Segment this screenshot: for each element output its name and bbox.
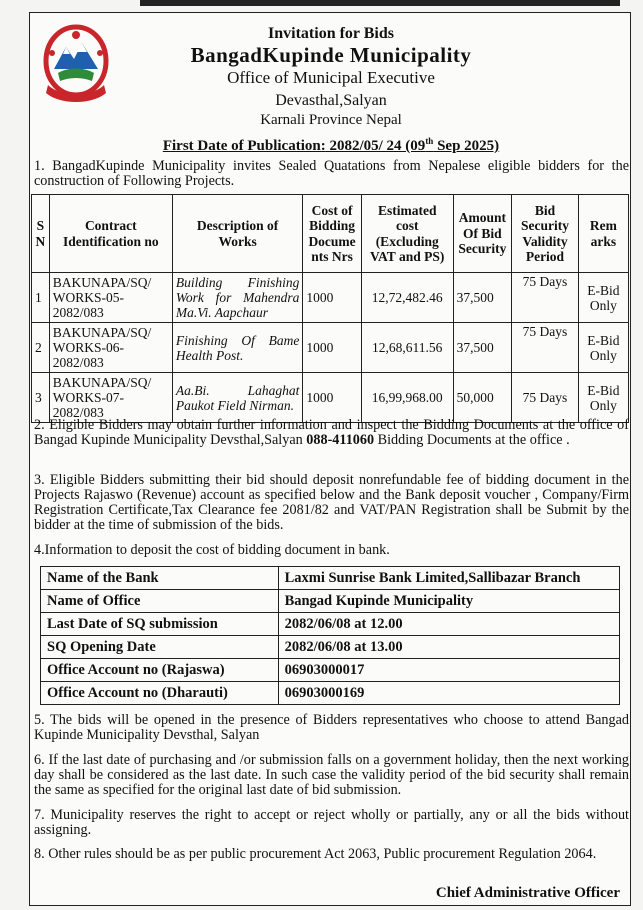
bank-label: Office Account no (Dharauti): [41, 682, 279, 705]
bank-label: Last Date of SQ submission: [41, 613, 279, 636]
paragraph-8: 8. Other rules should be as per public procurement Act 2063, Public procurement Regulation 2064.: [34, 846, 597, 862]
top-edge-strip: [140, 0, 620, 6]
header-contract-id-text: Contract Identification no: [62, 218, 159, 249]
table-row: [41, 590, 620, 613]
header-validity: [512, 195, 579, 273]
row-validity: 75 Days: [512, 373, 579, 423]
address-line-1: Devasthal,Salyan: [275, 92, 387, 109]
paragraph-5: 5. The bids will be opened in the presence of Bidders representatives who choose to attend Bangad Kupinde Municipality Devsthal, Salyan: [34, 712, 629, 743]
paragraph-2: [34, 418, 629, 448]
works-table-header-row: [32, 195, 629, 273]
row-security: 37,500: [453, 273, 511, 323]
office-name: Office of Municipal Executive: [227, 68, 435, 87]
municipality-name: BangadKupinde Municipality: [190, 43, 472, 67]
row-sn: 3: [32, 373, 50, 423]
header-description: [172, 195, 302, 273]
table-row: [41, 613, 620, 636]
table-row: [41, 567, 620, 590]
header-estimate: [361, 195, 453, 273]
paragraph-6: 6. If the last date of purchasing and /or submission falls on a government holiday, then the next working day shall be considered as the last date. In such case the validity period of the bid security shall remain the same as specified for the original last date of bid submission.: [34, 752, 629, 798]
table-row: [32, 373, 629, 423]
header-security: [453, 195, 511, 273]
header-sn-text: S N: [35, 218, 46, 249]
notice-frame: [29, 12, 631, 906]
row-remarks: E-Bid Only: [578, 373, 628, 423]
row-description: Aa.Bi. Lahaghat Paukot Field Nirman.: [172, 373, 302, 423]
bank-label: Office Account no (Rajaswa): [41, 659, 279, 682]
row-sn: 2: [32, 323, 50, 373]
notice-heading: Invitation for Bids: [268, 25, 394, 42]
paragraph-2-tail: Bidding Documents at the office .: [374, 432, 570, 448]
paragraph-2-text: 2. Eligible Bidders may obtain further information and inspect the Bidding Documents at the office of Bangad Kupinde Municipality Devsthal,Salyan: [34, 417, 629, 448]
paragraph-4: 4.Information to deposit the cost of bidding document in bank.: [34, 542, 390, 558]
row-contract-id: BAKUNAPA/SQ/ WORKS-06-2082/083: [49, 323, 172, 373]
bank-value: 2082/06/08 at 12.00: [278, 613, 619, 636]
bank-value: Laxmi Sunrise Bank Limited,Sallibazar Branch: [278, 567, 619, 590]
bank-label: Name of the Bank: [41, 567, 279, 590]
publication-date-suffix: th: [425, 136, 434, 146]
table-row: [32, 273, 629, 323]
header-security-text: Amount Of Bid Security: [458, 210, 507, 257]
table-row: [41, 659, 620, 682]
row-description: Finishing Of Bame Health Post.: [172, 323, 302, 373]
bank-value: 06903000169: [278, 682, 619, 705]
header-sn: [32, 195, 50, 273]
table-row: [41, 682, 620, 705]
works-table: [31, 194, 629, 423]
row-validity: 75 Days: [512, 273, 579, 323]
publication-date-line: [30, 136, 632, 155]
row-remarks: E-Bid Only: [578, 273, 628, 323]
bank-info-table: [40, 566, 620, 705]
row-estimate: 12,68,611.56: [361, 323, 453, 373]
header-remarks: [578, 195, 628, 273]
row-cost: 1000: [303, 323, 361, 373]
paragraph-7: 7. Municipality reserves the right to accept or reject wholly or partially, any or all the bids without assigning.: [34, 807, 629, 838]
bank-value: 2082/06/08 at 13.00: [278, 636, 619, 659]
row-description: Building Finishing Work for Mahendra Ma.Vi. Aapchaur: [172, 273, 302, 323]
header-estimate-text: Estimated cost (Excluding VAT and PS): [370, 202, 445, 264]
header-validity-text: Bid Security Validity Period: [520, 202, 569, 264]
header-cost-text: Cost of Bidding Docume nts Nrs: [308, 202, 356, 264]
row-sn: 1: [32, 273, 50, 323]
row-cost: 1000: [303, 273, 361, 323]
paragraph-1: 1. BangadKupinde Municipality invites Sealed Quatations from Nepalese eligible bidders for the construction of Following Projects.: [34, 158, 629, 189]
phone-number: 088-411060: [306, 432, 375, 448]
header-cost: [303, 195, 361, 273]
publication-date: 2082/05/ 24 (09: [329, 138, 426, 154]
header-description-text: Description of Works: [196, 218, 279, 249]
table-row: [32, 323, 629, 373]
table-row: [41, 636, 620, 659]
bank-value: 06903000017: [278, 659, 619, 682]
bank-label: SQ Opening Date: [41, 636, 279, 659]
address-line-2: Karnali Province Nepal: [260, 112, 402, 128]
row-estimate: 16,99,968.00: [361, 373, 453, 423]
publication-date-tail: Sep 2025): [433, 138, 500, 154]
header-contract-id: [49, 195, 172, 273]
bank-value: Bangad Kupinde Municipality: [278, 590, 619, 613]
row-estimate: 12,72,482.46: [361, 273, 453, 323]
signature-title: Chief Administrative Officer: [435, 885, 620, 901]
bank-label: Name of Office: [41, 590, 279, 613]
row-contract-id: BAKUNAPA/SQ/ WORKS-07-2082/083: [49, 373, 172, 423]
row-security: 37,500: [453, 323, 511, 373]
row-remarks: E-Bid Only: [578, 323, 628, 373]
header-remarks-text: Rem arks: [589, 218, 617, 249]
row-contract-id: BAKUNAPA/SQ/ WORKS-05-2082/083: [49, 273, 172, 323]
paragraph-3: 3. Eligible Bidders submitting their bid should deposit nonrefundable fee of bidding document in the Projects Rajaswo (Revenue) account as specified below and the Bank deposit voucher , Company/Firm Registration Certificate,Tax Clearance fee 2081/82 and VAT/PAN Registration shall be Submit by the bidder at the time of submission of the bids.: [34, 472, 629, 533]
row-cost: 1000: [303, 373, 361, 423]
publication-label: First Date of Publication:: [162, 138, 326, 154]
row-security: 50,000: [453, 373, 511, 423]
row-validity: 75 Days: [512, 323, 579, 373]
